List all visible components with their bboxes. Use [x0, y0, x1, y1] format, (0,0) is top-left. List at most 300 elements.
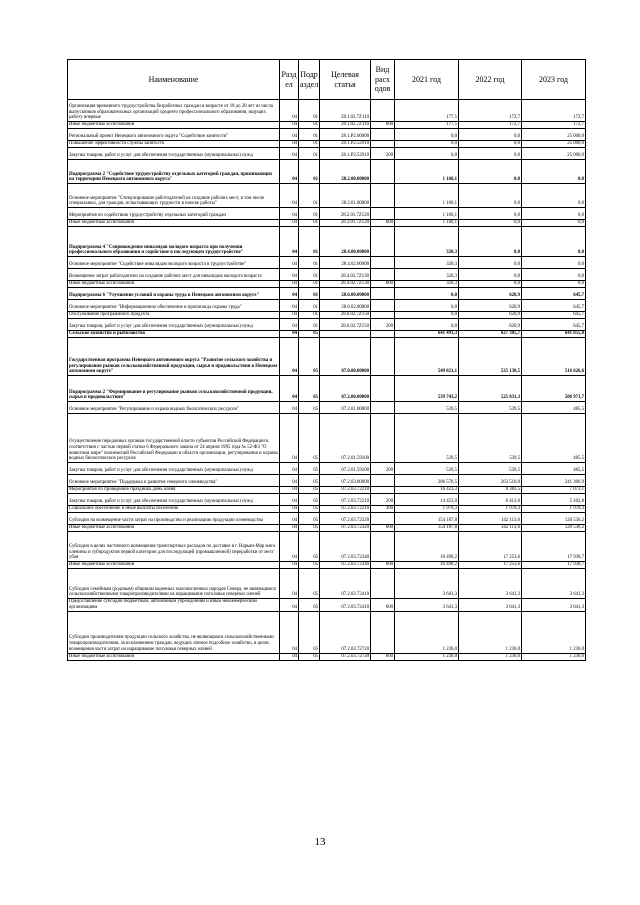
row-name: Иные бюджетные ассигнования: [68, 653, 280, 660]
row-amount-2023: 485,5: [522, 414, 586, 463]
row-section: 04: [280, 611, 299, 653]
row-amount-2022: 0,0: [459, 141, 522, 148]
row-amount-2023: 7 073,1: [522, 487, 586, 494]
row-amount-2021: 14 453,0: [395, 494, 459, 506]
row-expense-type: [371, 300, 395, 312]
row-amount-2022: 620,9: [459, 319, 522, 331]
row-amount-2022: 3 641,3: [459, 599, 522, 612]
row-expense-type: [371, 376, 395, 402]
row-section: 04: [280, 312, 299, 319]
row-amount-2023: 506 971,7: [522, 376, 586, 402]
row-amount-2021: 539 743,2: [395, 376, 459, 402]
row-expense-type: [371, 227, 395, 257]
row-name: Основное мероприятие "Содействие инвалидам молодого возраста в трудоустройстве": [68, 257, 280, 269]
row-subsection: 01: [299, 148, 320, 160]
header-expense-type: Вид расх одов: [371, 60, 395, 100]
row-expense-type: 800: [371, 525, 395, 532]
table-row: [68, 148, 586, 160]
table-row: [68, 611, 586, 653]
row-amount-2021: 177,5: [395, 122, 459, 129]
row-amount-2021: 320,3: [395, 269, 459, 281]
row-amount-2022: 620,9: [459, 288, 522, 300]
row-amount-2021: 154 187,8: [395, 525, 459, 532]
row-amount-2023: 485,5: [522, 402, 586, 414]
table-row: [68, 312, 586, 319]
row-target-article: 28.1.P2.52910: [320, 141, 371, 148]
row-section: 04: [280, 506, 299, 513]
row-name: Субсидии на возмещение части затрат на производство и реализацию продукции оленеводства: [68, 513, 280, 525]
row-amount-2023: 120 536,2: [522, 513, 586, 525]
row-section: 04: [280, 288, 299, 300]
table-row: [68, 463, 586, 475]
row-amount-2021: 177,5: [395, 100, 459, 122]
table-row: [68, 331, 586, 338]
row-expense-type: [371, 141, 395, 148]
row-section: 04: [280, 494, 299, 506]
row-amount-2021: 0,0: [395, 319, 459, 331]
row-amount-2022: 0,0: [459, 129, 522, 141]
row-amount-2021: 641 491,3: [395, 331, 459, 338]
row-amount-2023: 172,7: [522, 100, 586, 122]
row-target-article: 07.2.03.72210: [320, 487, 371, 494]
table-row: [68, 562, 586, 569]
row-amount-2023: 485,5: [522, 463, 586, 475]
row-name: Субсидии семейным (родовым) общинам коренных малочисленных народов Севера, не являющимся сельскохозяйственными товаропроизводителями на наращивание поголовья северных оленей: [68, 569, 280, 599]
row-name: Осуществление переданных органам государственной власти субъектов Российской Федерации в соответствии с частью первой статьи 6 Федерального закона от 24 апреля 1995 года № 52-ФЗ "О животном мире" полномочий Российской Федерации в области организации, регулирования и охраны водных биологических ресурсов: [68, 414, 280, 463]
row-name: Основное мероприятие "Информационное обеспечение и пропаганда охраны труда": [68, 300, 280, 312]
table-row: [68, 208, 586, 220]
row-target-article: 07.0.00.00000: [320, 338, 371, 376]
row-subsection: 05: [299, 569, 320, 599]
table-row: [68, 599, 586, 612]
row-name: Сельское хозяйство и рыболовство: [68, 331, 280, 338]
row-target-article: 07.2.03.72210: [320, 494, 371, 506]
row-name: Иные бюджетные ассигнования: [68, 122, 280, 129]
row-amount-2023: 0,0: [522, 257, 586, 269]
table-row: [68, 319, 586, 331]
table-row: [68, 281, 586, 288]
row-amount-2022: 620,9: [459, 300, 522, 312]
row-target-article: 28.6.02.7Z150: [320, 312, 371, 319]
row-amount-2021: 320,3: [395, 227, 459, 257]
row-expense-type: 200: [371, 319, 395, 331]
row-name: Субсидии производителям продукции сельского хозяйства, не являющимся сельскохозяйственными товаропроизводителями, за исключением граждан, ведущих личное подсобное хозяйство, в целях возмещения части затрат на наращивание поголовья северных оленей: [68, 611, 280, 653]
row-subsection: 05: [299, 402, 320, 414]
row-target-article: 07.2.03.72340: [320, 562, 371, 569]
row-target-article: 07.2.00.00000: [320, 376, 371, 402]
row-name: Закупка товаров, работ и услуг для обеспечения государственных (муниципальных) нужд: [68, 148, 280, 160]
row-amount-2022: 627 385,7: [459, 331, 522, 338]
row-amount-2022: 535 138,5: [459, 338, 522, 376]
row-expense-type: 300: [371, 506, 395, 513]
row-section: 04: [280, 269, 299, 281]
table-row: [68, 300, 586, 312]
row-amount-2022: 539,5: [459, 414, 522, 463]
row-subsection: 01: [299, 122, 320, 129]
row-name: Основное мероприятие "Стимулирование работодателей на создание рабочих мест, в том числе специальных, для граждан, испытывающих трудности в поиске работы": [68, 184, 280, 208]
row-subsection: 01: [299, 160, 320, 184]
row-amount-2023: 645,7: [522, 300, 586, 312]
table-row: [68, 513, 586, 525]
row-expense-type: [371, 487, 395, 494]
row-target-article: 28.4.00.00000: [320, 227, 371, 257]
row-target-article: 07.2.03.00000: [320, 475, 371, 487]
row-amount-2023: 17 938,7: [522, 532, 586, 562]
row-expense-type: [371, 532, 395, 562]
table-row: [68, 227, 586, 257]
row-target-article: 07.2.01.59100: [320, 414, 371, 463]
row-target-article: 28.4.02.7Z130: [320, 281, 371, 288]
row-expense-type: [371, 513, 395, 525]
row-name: Субсидии в целях частичного возмещения транспортных расходов по доставке в г. Нарьян-Мар мяса оленины и субпродуктов первой категории для последующей (промышленной) переработки от мест убоя: [68, 532, 280, 562]
header-target-article: Целевая статья: [320, 60, 371, 100]
row-name: Организация временного трудоустройства безработных граждан в возрасте от 18 до 20 лет из числа выпускников образовательных организаций среднего профессионального образования, ищущих работу впервые: [68, 100, 280, 122]
row-subsection: 01: [299, 300, 320, 312]
row-subsection: 01: [299, 129, 320, 141]
table-row: [68, 129, 586, 141]
row-amount-2023: 5 102,8: [522, 494, 586, 506]
row-expense-type: [371, 414, 395, 463]
row-amount-2023: 0,0: [522, 220, 586, 227]
row-target-article: 07.2.01.00000: [320, 402, 371, 414]
row-subsection: 01: [299, 288, 320, 300]
row-amount-2021: 0,0: [395, 148, 459, 160]
row-target-article: 28.6.02.00000: [320, 300, 371, 312]
row-name: Иные бюджетные ассигнования: [68, 562, 280, 569]
row-expense-type: 200: [371, 148, 395, 160]
row-subsection: 05: [299, 599, 320, 612]
row-amount-2023: 25 000,0: [522, 141, 586, 148]
row-amount-2021: 16 490,2: [395, 562, 459, 569]
row-amount-2021: 3 641,3: [395, 569, 459, 599]
row-amount-2022: 1 970,3: [459, 506, 522, 513]
row-name: Основное мероприятие "Регулирование и охрана водных биологических ресурсов": [68, 402, 280, 414]
row-subsection: 05: [299, 513, 320, 525]
row-amount-2021: 3 641,3: [395, 599, 459, 612]
header-2022: 2022 год: [459, 60, 522, 100]
row-expense-type: [371, 100, 395, 122]
row-name: Основное мероприятие "Поддержка и развитие северного оленеводства": [68, 475, 280, 487]
row-amount-2023: 172,7: [522, 122, 586, 129]
row-name: Закупка товаров, работ и услуг для обеспечения государственных (муниципальных) нужд: [68, 494, 280, 506]
table-row: [68, 532, 586, 562]
row-amount-2022: 0,0: [459, 208, 522, 220]
header-name: Наименование: [68, 60, 280, 100]
table-row: [68, 269, 586, 281]
row-expense-type: [371, 269, 395, 281]
row-name: Иные бюджетные ассигнования: [68, 281, 280, 288]
row-subsection: 05: [299, 611, 320, 653]
row-section: 04: [280, 402, 299, 414]
row-subsection: 05: [299, 532, 320, 562]
page-number: 13: [314, 836, 326, 848]
row-section: 04: [280, 562, 299, 569]
row-amount-2021: 549 821,1: [395, 338, 459, 376]
row-target-article: 28.2.01.7Z120: [320, 220, 371, 227]
row-section: 04: [280, 160, 299, 184]
table-row: [68, 506, 586, 513]
header-section: Разд ел: [280, 60, 299, 100]
row-expense-type: [371, 611, 395, 653]
row-section: 04: [280, 300, 299, 312]
row-subsection: 05: [299, 463, 320, 475]
row-target-article: 28.1.02.7Z110: [320, 100, 371, 122]
row-target-article: 28.4.02.00000: [320, 257, 371, 269]
row-target-article: 07.2.03.72320: [320, 513, 371, 525]
row-subsection: 01: [299, 257, 320, 269]
row-expense-type: 600: [371, 599, 395, 612]
table-row: [68, 487, 586, 494]
row-amount-2021: 1 160,1: [395, 220, 459, 227]
row-amount-2021: 0,0: [395, 300, 459, 312]
row-amount-2021: 320,3: [395, 281, 459, 288]
row-amount-2023: 25 000,0: [522, 129, 586, 141]
row-name: Подпрограмма 4 "Сопровождение инвалидов молодого возраста при получении профессионального образования и содействие в последующем трудоустройстве": [68, 227, 280, 257]
row-section: 04: [280, 463, 299, 475]
row-subsection: 01: [299, 184, 320, 208]
row-amount-2023: 3 641,3: [522, 569, 586, 599]
row-expense-type: 800: [371, 653, 395, 660]
row-section: 04: [280, 122, 299, 129]
row-name: Государственная программа Ненецкого автономного округа "Развитие сельского хозяйства и регулирования рынков сельскохозяйственной продукции, сырья и продовольствия в Ненецком автономном округе": [68, 338, 280, 376]
row-target-article: 28.2.01.00000: [320, 184, 371, 208]
row-amount-2021: 16 490,2: [395, 532, 459, 562]
row-section: 04: [280, 257, 299, 269]
row-amount-2023: 241 306,9: [522, 475, 586, 487]
row-name: Возмещение затрат работодателю на создание рабочих мест для инвалидов молодого возраста: [68, 269, 280, 281]
row-amount-2023: 0,0: [522, 184, 586, 208]
row-section: 04: [280, 208, 299, 220]
row-amount-2021: 154 187,8: [395, 513, 459, 525]
table-row: [68, 376, 586, 402]
table-row: [68, 160, 586, 184]
row-amount-2023: 0,0: [522, 281, 586, 288]
row-amount-2023: 0,0: [522, 227, 586, 257]
row-amount-2021: 539,5: [395, 414, 459, 463]
row-target-article: 28.6.00.00000: [320, 288, 371, 300]
row-target-article: 07.2.03.72320: [320, 525, 371, 532]
row-section: 04: [280, 100, 299, 122]
row-section: 04: [280, 184, 299, 208]
row-expense-type: 800: [371, 220, 395, 227]
row-amount-2022: 0,0: [459, 184, 522, 208]
row-expense-type: [371, 475, 395, 487]
row-section: 04: [280, 129, 299, 141]
row-amount-2022: 620,9: [459, 312, 522, 319]
table-header-row: [68, 60, 586, 100]
row-section: 04: [280, 141, 299, 148]
table-row: [68, 475, 586, 487]
row-amount-2023: 516 626,6: [522, 338, 586, 376]
row-section: 04: [280, 513, 299, 525]
row-expense-type: 800: [371, 122, 395, 129]
row-amount-2021: 0,0: [395, 129, 459, 141]
row-amount-2021: 1 160,1: [395, 184, 459, 208]
row-subsection: 05: [299, 653, 320, 660]
row-subsection: 01: [299, 141, 320, 148]
row-name: Иные бюджетные ассигнования: [68, 525, 280, 532]
row-subsection: 05: [299, 525, 320, 532]
row-subsection: 05: [299, 475, 320, 487]
row-expense-type: [371, 331, 395, 338]
row-name: Подпрограмма 2 "Формирование и регулирование рынков сельскохозяйственной продукции, сырья и продовольствия": [68, 376, 280, 402]
row-name: Закупка товаров, работ и услуг для обеспечения государственных (муниципальных) нужд: [68, 463, 280, 475]
row-subsection: 05: [299, 331, 320, 338]
table-row: [68, 525, 586, 532]
row-amount-2022: 1 236,0: [459, 611, 522, 653]
row-subsection: 01: [299, 269, 320, 281]
row-expense-type: [371, 208, 395, 220]
row-name: Повышение эффективности службы занятости: [68, 141, 280, 148]
row-target-article: 07.2.03.72210: [320, 506, 371, 513]
row-subsection: 05: [299, 506, 320, 513]
table-row: [68, 220, 586, 227]
row-subsection: 05: [299, 494, 320, 506]
table-row: [68, 494, 586, 506]
row-amount-2022: 0,0: [459, 160, 522, 184]
row-section: 04: [280, 653, 299, 660]
row-amount-2023: 645,7: [522, 319, 586, 331]
row-subsection: 01: [299, 100, 320, 122]
row-section: 04: [280, 220, 299, 227]
row-section: 04: [280, 227, 299, 257]
row-section: 04: [280, 281, 299, 288]
row-amount-2022: 3 641,3: [459, 569, 522, 599]
row-amount-2023: 25 000,0: [522, 148, 586, 160]
row-amount-2022: 172,7: [459, 122, 522, 129]
row-amount-2022: 142 113,6: [459, 525, 522, 532]
row-subsection: 05: [299, 487, 320, 494]
table-row: [68, 288, 586, 300]
row-amount-2021: 1 236,0: [395, 653, 459, 660]
row-section: 04: [280, 148, 299, 160]
row-expense-type: [371, 312, 395, 319]
row-section: 04: [280, 569, 299, 599]
row-target-article: 28.1.P2.52910: [320, 148, 371, 160]
row-section: 04: [280, 532, 299, 562]
row-name: Подпрограмма 6 "Улучшение условий и охраны труда в Ненецком автономном округе": [68, 288, 280, 300]
row-section: 04: [280, 487, 299, 494]
row-amount-2021: 1 236,0: [395, 611, 459, 653]
row-expense-type: 800: [371, 281, 395, 288]
row-amount-2021: 0,0: [395, 288, 459, 300]
table-row: [68, 100, 586, 122]
row-amount-2021: 1 160,1: [395, 208, 459, 220]
row-amount-2022: 0,0: [459, 281, 522, 288]
table-row: [68, 338, 586, 376]
row-amount-2022: 1 236,0: [459, 653, 522, 660]
row-amount-2023: 641 055,0: [522, 331, 586, 338]
row-target-article: [320, 331, 371, 338]
row-section: 04: [280, 376, 299, 402]
budget-table: [67, 59, 586, 661]
row-amount-2022: 539,5: [459, 463, 522, 475]
row-amount-2023: 1 970,3: [522, 506, 586, 513]
row-name: Региональный проект Ненецкого автономного округа "Содействие занятости": [68, 129, 280, 141]
row-expense-type: 200: [371, 463, 395, 475]
row-expense-type: 800: [371, 562, 395, 569]
row-target-article: 28.6.02.7Z150: [320, 319, 371, 331]
row-name: Иные бюджетные ассигнования: [68, 220, 280, 227]
row-amount-2023: 0,0: [522, 269, 586, 281]
table-row: [68, 414, 586, 463]
row-section: 04: [280, 599, 299, 612]
row-name: Закупка товаров, работ и услуг для обеспечения государственных (муниципальных) нужд: [68, 319, 280, 331]
row-amount-2022: 0,0: [459, 227, 522, 257]
table-row: [68, 402, 586, 414]
row-section: 04: [280, 331, 299, 338]
header-subsection: Подр аздел: [299, 60, 320, 100]
table-row: [68, 653, 586, 660]
row-expense-type: [371, 257, 395, 269]
row-name: Подпрограмма 2 "Содействие трудоустройству отдельных категорий граждан, проживающих на территории Ненецкого автономного округа": [68, 160, 280, 184]
row-subsection: 05: [299, 414, 320, 463]
table-row: [68, 122, 586, 129]
row-target-article: 28.4.02.7Z130: [320, 269, 371, 281]
row-subsection: 01: [299, 208, 320, 220]
row-amount-2022: 17 253,6: [459, 532, 522, 562]
table-body: [68, 100, 586, 661]
budget-sheet: [67, 59, 585, 661]
row-amount-2022: 263 510,0: [459, 475, 522, 487]
row-amount-2021: 539,5: [395, 463, 459, 475]
row-amount-2023: 17 938,7: [522, 562, 586, 569]
row-subsection: 01: [299, 312, 320, 319]
row-target-article: 07.2.03.72340: [320, 532, 371, 562]
row-amount-2022: 0,0: [459, 220, 522, 227]
row-amount-2023: 3 641,3: [522, 599, 586, 612]
table-row: [68, 184, 586, 208]
row-name: Социальное обеспечение и иные выплаты населению: [68, 506, 280, 513]
row-amount-2021: 1 160,1: [395, 160, 459, 184]
header-2021: 2021 год: [395, 60, 459, 100]
row-amount-2023: 645,7: [522, 288, 586, 300]
row-amount-2021: 320,3: [395, 257, 459, 269]
row-target-article: 07.2.03.72410: [320, 599, 371, 612]
row-amount-2022: 0,0: [459, 257, 522, 269]
row-name: Предоставление субсидий бюджетным, автономным учреждениям и иным некоммерческим организациям: [68, 599, 280, 612]
row-amount-2022: 6 413,6: [459, 494, 522, 506]
row-expense-type: [371, 569, 395, 599]
row-section: 04: [280, 475, 299, 487]
row-amount-2021: 539,5: [395, 402, 459, 414]
row-amount-2022: 525 831,3: [459, 376, 522, 402]
row-target-article: 07.2.03.72720: [320, 653, 371, 660]
row-section: 04: [280, 319, 299, 331]
row-subsection: 05: [299, 562, 320, 569]
row-subsection: 01: [299, 281, 320, 288]
row-expense-type: [371, 184, 395, 208]
row-amount-2023: 0,0: [522, 160, 586, 184]
row-target-article: 07.2.03.72410: [320, 569, 371, 599]
row-expense-type: [371, 160, 395, 184]
row-amount-2022: 0,0: [459, 148, 522, 160]
row-target-article: 28.1.02.7Z110: [320, 122, 371, 129]
row-section: 04: [280, 525, 299, 532]
row-amount-2023: 120 536,2: [522, 525, 586, 532]
row-amount-2021: 0,0: [395, 141, 459, 148]
row-name: Обслуживание программного продукта: [68, 312, 280, 319]
row-amount-2021: 0,0: [395, 312, 459, 319]
row-amount-2022: 142 113,6: [459, 513, 522, 525]
row-subsection: 01: [299, 220, 320, 227]
row-name: Мероприятия по содействию трудоустройству отдельных категорий граждан: [68, 208, 280, 220]
row-target-article: 28.2.01.7Z120: [320, 208, 371, 220]
row-section: 04: [280, 338, 299, 376]
row-amount-2021: 1 970,3: [395, 506, 459, 513]
row-amount-2022: 17 253,6: [459, 562, 522, 569]
row-amount-2022: 8 383,5: [459, 487, 522, 494]
